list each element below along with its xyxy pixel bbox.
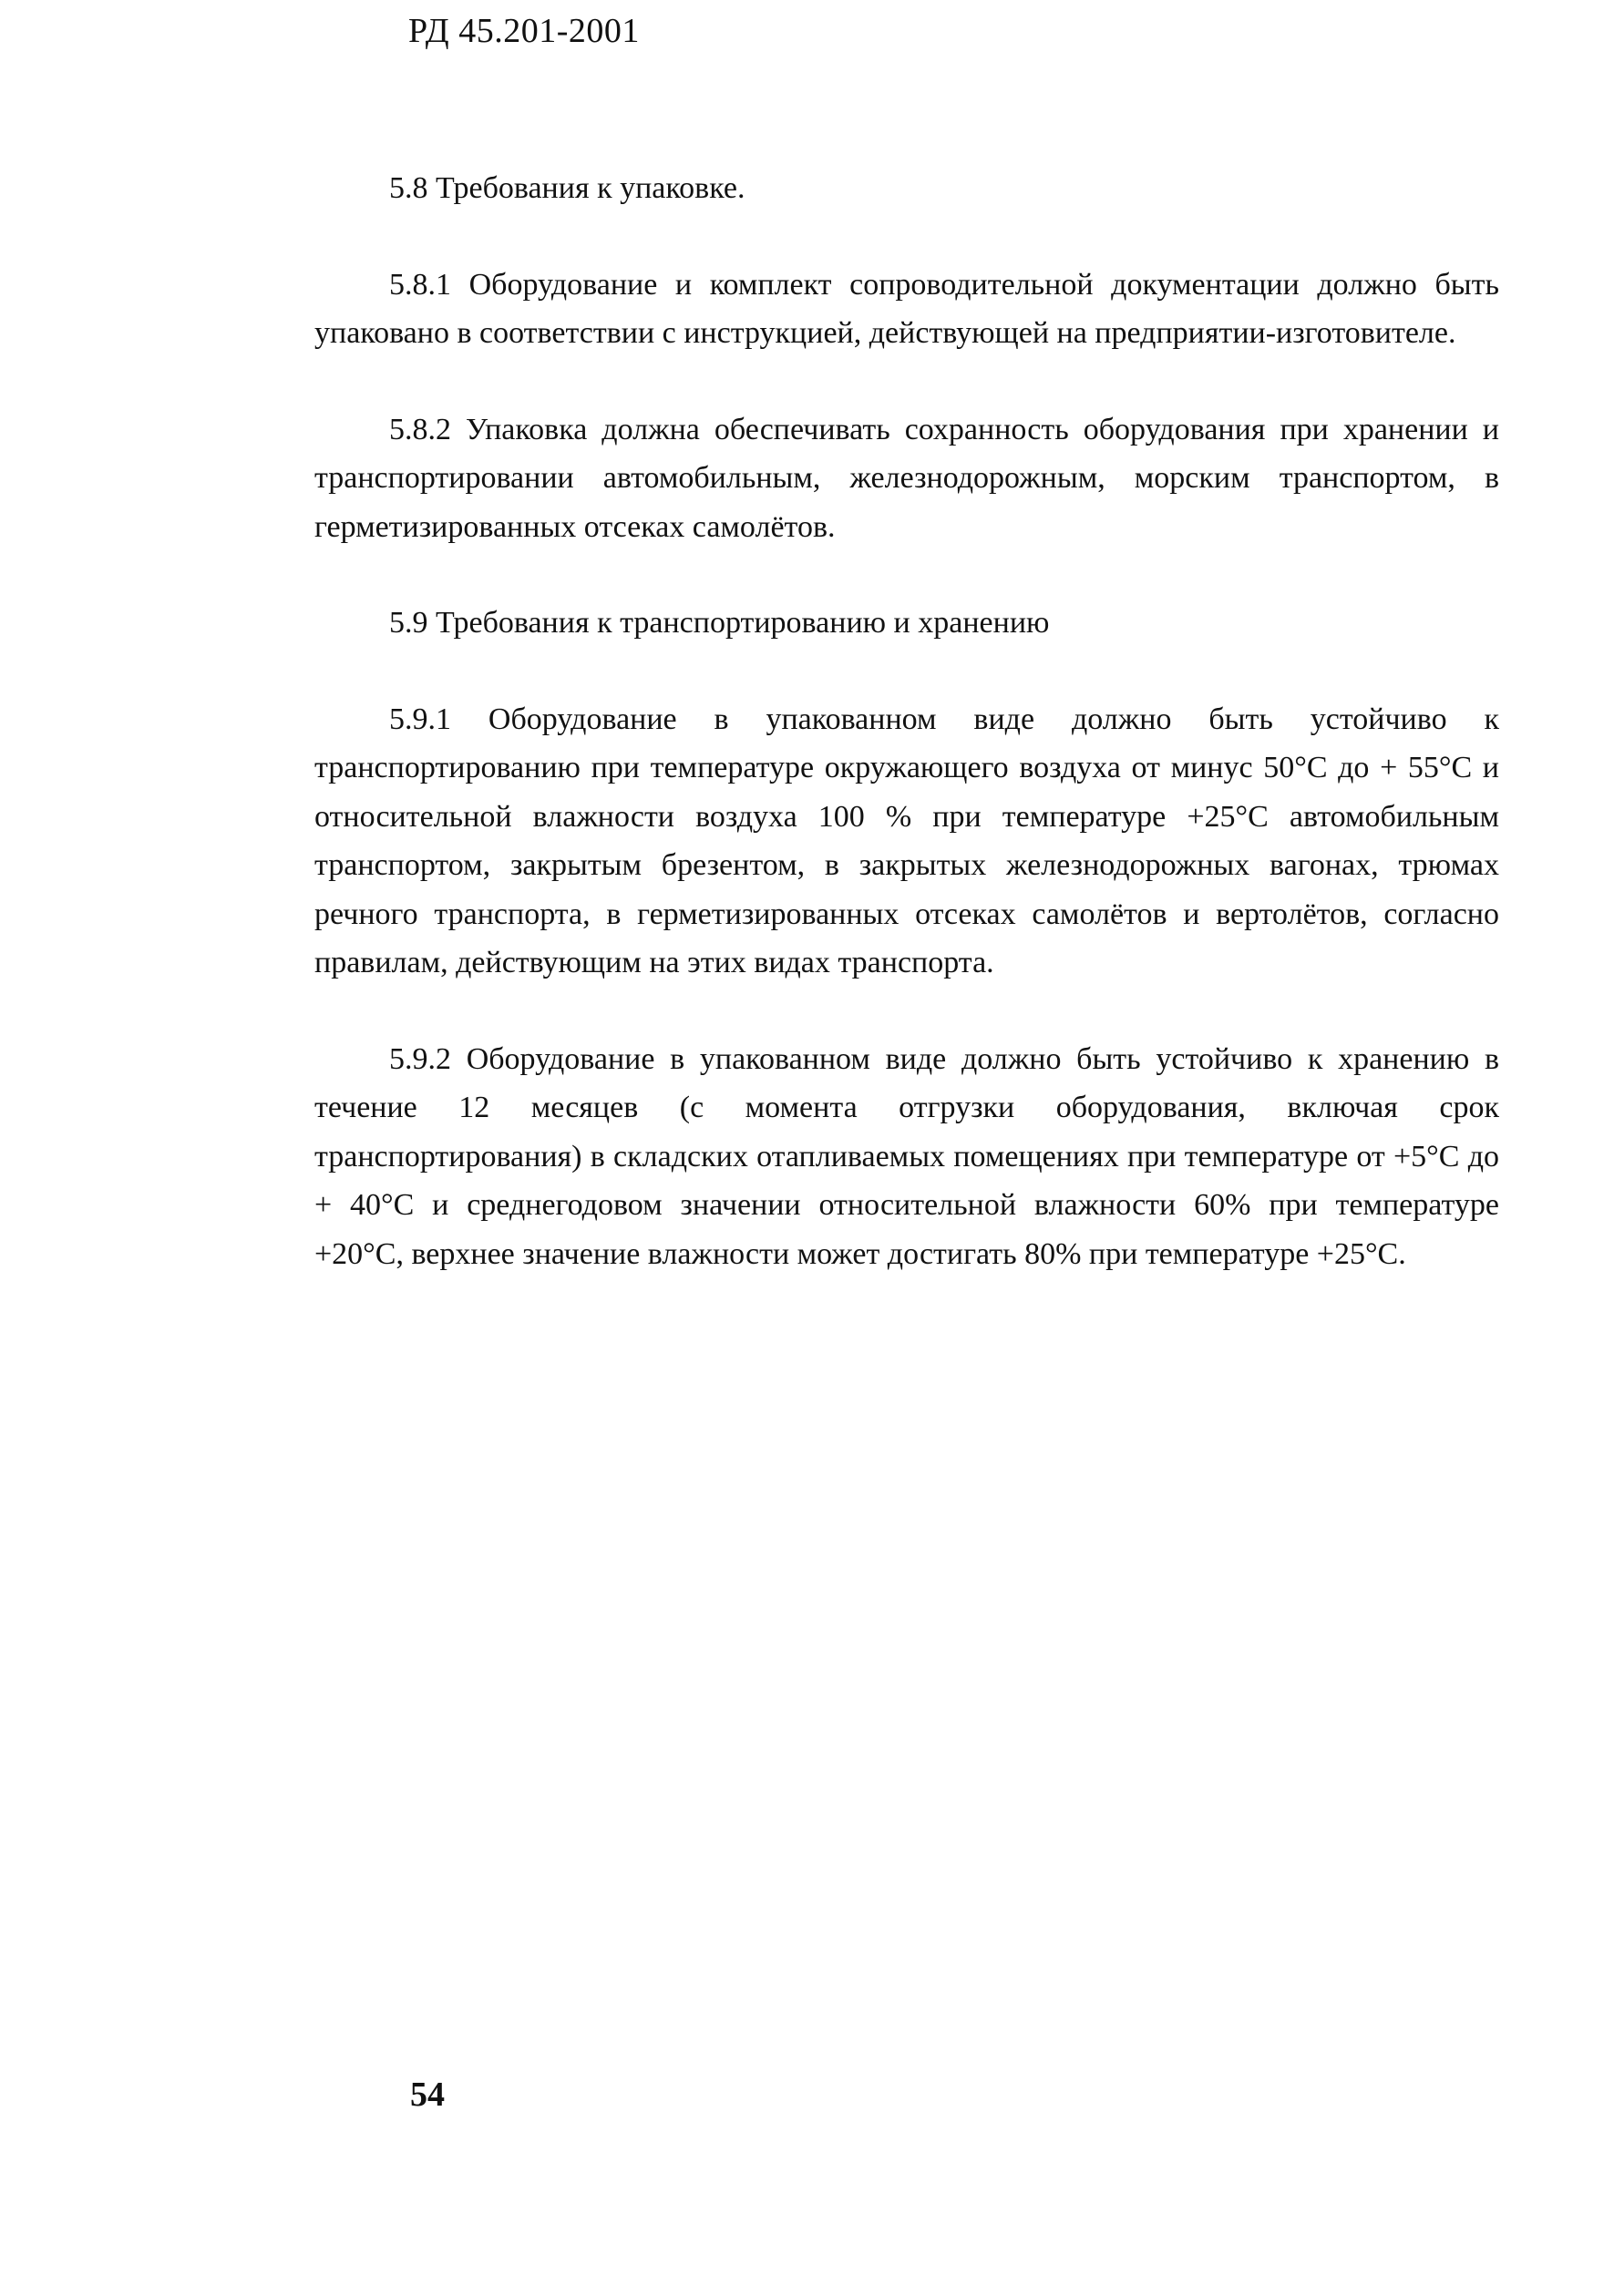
document-code-header: РД 45.201-2001 bbox=[408, 12, 640, 50]
document-body bbox=[314, 164, 1499, 1326]
paragraph-5-9-1: 5.9.1 Оборудование в упакованном виде должно быть устойчиво к транспортированию при температуре окружающего воздуха от минус 50°С до + 55°С и относительной влажности воздуха 100 % при температуре +25°С автомобильным транспортом, закрытым брезентом, в закрытых железнодорожных вагонах, трюмах речного транспорта, в герметизированных отсеках самолётов и вертолётов, согласно правилам, действующим на этих видах транспорта. bbox=[314, 702, 1499, 979]
section-5-9-title: 5.9 Требования к транспортированию и хранению bbox=[389, 606, 1050, 640]
paragraph-5-8-2: 5.8.2 Упаковка должна обеспечивать сохранность оборудования при хранении и транспортировании автомобильным, железнодорожным, морским транспортом, в герметизированных отсеках самолётов. bbox=[314, 412, 1499, 544]
page-number: 54 bbox=[410, 2076, 445, 2114]
paragraph-5-9-2: 5.9.2 Оборудование в упакованном виде должно быть устойчиво к хранению в течение 12 месяцев (с момента отгрузки оборудования, включая срок транспортирования) в складских отапливаемых помещениях при температуре от +5°С до + 40°С и среднегодовом значении относительной влажности 60% при температуре +20°С, верхнее значение влажности может достигать 80% при температуре +25°С. bbox=[314, 1041, 1499, 1271]
paragraph-5-8-1: 5.8.1 Оборудование и комплект сопроводительной документации должно быть упаковано в соответствии с инструкцией, действующей на предприятии-изготовителе. bbox=[314, 267, 1499, 350]
section-5-8-title: 5.8 Требования к упаковке. bbox=[389, 171, 745, 205]
